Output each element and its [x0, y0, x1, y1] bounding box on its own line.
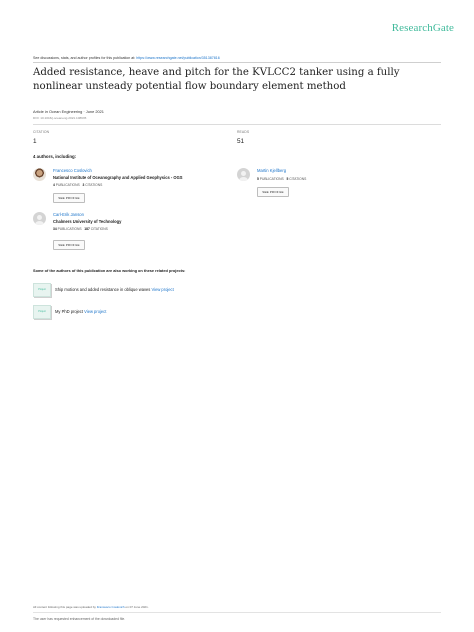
- authors-heading: 4 authors, including:: [33, 154, 77, 159]
- see-profile-button[interactable]: SEE PROFILE: [257, 187, 289, 197]
- article-in-word: in: [44, 109, 48, 114]
- author-card-martin-kjellberg: [237, 168, 437, 200]
- project-thumbnail-icon[interactable]: Project: [33, 305, 51, 319]
- header-note-prefix: See discussions, stats, and author profiles for this publication at:: [33, 56, 137, 60]
- author-citations-count: 3: [82, 183, 85, 187]
- author-stats: [53, 227, 108, 231]
- enhancement-note: The user has requested enhancement of the downloaded file.: [33, 617, 126, 621]
- reads-label: READS: [237, 130, 250, 134]
- default-avatar-icon[interactable]: [237, 168, 250, 181]
- author-citations-label: CITATIONS: [85, 183, 103, 187]
- researchgate-logo[interactable]: ResearchGate: [391, 22, 454, 34]
- author-name-link[interactable]: Martin Kjellberg: [257, 168, 287, 173]
- author-citations-count: 187: [84, 227, 90, 231]
- author-publications-count: 5: [257, 177, 259, 181]
- stats-divider: [33, 124, 441, 125]
- publication-url-link[interactable]: https://www.researchgate.net/publication/351387816: [136, 56, 220, 60]
- see-profile-button[interactable]: SEE PROFILE: [53, 240, 85, 250]
- project-thumbnail-icon[interactable]: Project: [33, 283, 51, 297]
- upload-suffix: on 07 June 2021.: [124, 605, 149, 609]
- project-item: [33, 305, 333, 319]
- author-publications-label: PUBLICATIONS: [57, 227, 82, 231]
- author-publications-label: PUBLICATIONS: [259, 177, 284, 181]
- author-stats: [53, 183, 102, 187]
- citations-value: 1: [33, 138, 37, 145]
- project-text: [55, 309, 106, 314]
- upload-prefix: All content following this page was uploaded by: [33, 605, 97, 609]
- article-doi: DOI: 10.1016/j.oceaneng.2021.108935: [33, 116, 87, 120]
- author-publications-count: 4: [53, 183, 55, 187]
- author-card-carl-erik-janson: [33, 212, 233, 252]
- article-meta: [33, 109, 104, 114]
- uploader-link[interactable]: Francesco Coslovich: [96, 605, 125, 609]
- article-title: Added resistance, heave and pitch for the KVLCC2 tanker using a fully nonlinear unsteady potential flow boundary element method: [33, 67, 400, 92]
- citations-label: CITATION: [33, 130, 50, 134]
- default-avatar-icon[interactable]: [33, 212, 46, 225]
- view-project-link[interactable]: View project: [151, 287, 174, 292]
- project-item: [33, 283, 333, 297]
- header-note: [33, 56, 220, 60]
- author-affiliation: National Institute of Oceanography and Applied Geophysics - OGS: [53, 175, 183, 180]
- related-projects-heading: Some of the authors of this publication are also working on these related projects:: [33, 268, 186, 273]
- author-card-francesco-coslovich: [33, 168, 233, 208]
- project-title: My PhD project: [55, 309, 85, 314]
- author-citations-count: 5: [286, 177, 289, 181]
- reads-value: 51: [237, 138, 245, 145]
- author-name-link[interactable]: Carl-Erik Janson: [53, 212, 84, 217]
- author-photo[interactable]: [33, 168, 46, 181]
- footer-divider: [33, 612, 441, 613]
- view-project-link[interactable]: View project: [84, 309, 107, 314]
- author-citations-label: CITATIONS: [289, 177, 307, 181]
- upload-note: [33, 605, 149, 609]
- author-affiliation: Chalmers University of Technology: [53, 219, 122, 224]
- see-profile-button[interactable]: SEE PROFILE: [53, 193, 85, 203]
- author-stats: [257, 177, 306, 181]
- article-type: Article: [33, 109, 44, 114]
- top-divider: [33, 62, 441, 63]
- author-publications-count: 34: [53, 227, 57, 231]
- author-name-link[interactable]: Francesco Coslovich: [53, 168, 92, 173]
- project-text: [55, 287, 174, 292]
- author-citations-label: CITATIONS: [90, 227, 108, 231]
- project-title: Ship motions and added resistance in oblique waves: [55, 287, 152, 292]
- journal-and-date[interactable]: Ocean Engineering · June 2021: [49, 109, 104, 114]
- author-publications-label: PUBLICATIONS: [55, 183, 80, 187]
